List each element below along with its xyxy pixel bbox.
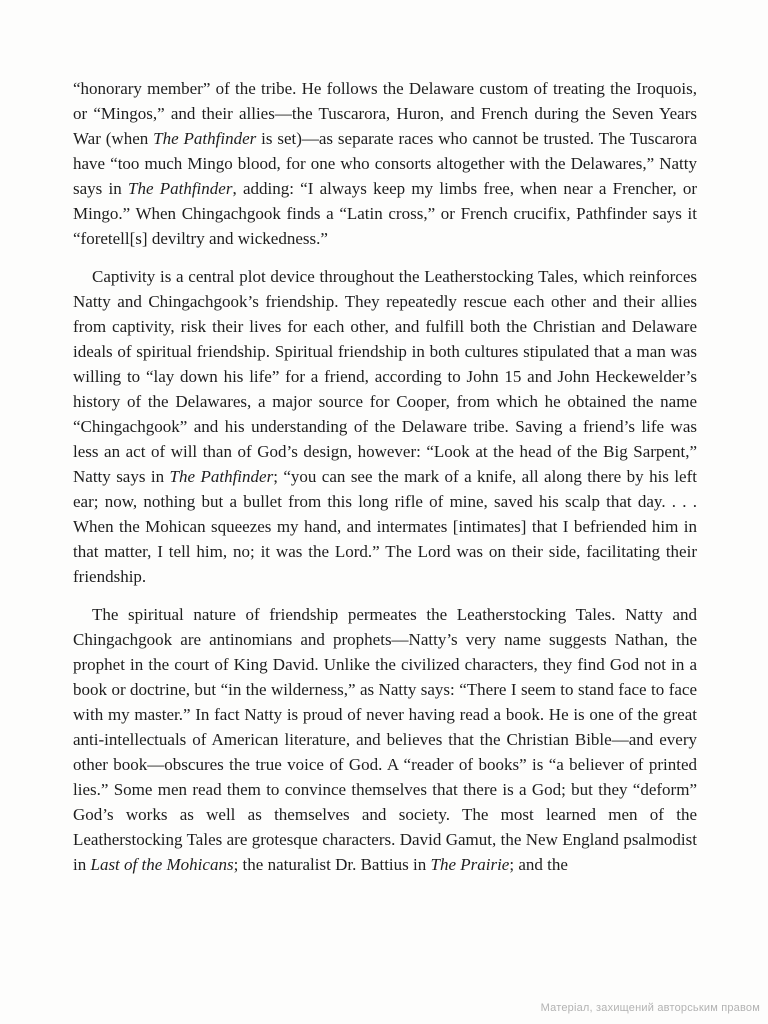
book-title-italic: The Pathfinder: [169, 467, 274, 486]
body-text: ; “you can see the mark of a knife, all along there by his left ear; now, nothing but a bullet from this long rifle of mine, saved his scalp that day. . . . When the Mohican squeezes my hand, and intermates [intimates] that I befriended him in that matter, I tell him, no; it was the Lord.” The Lord was on their side, facilitating their friendship.: [73, 467, 697, 586]
body-text: is set)—as separate races who cannot be trusted. The Tuscarora have “too much Mingo blood, for one who consorts altogether with the Delawares,” Natty says in: [73, 129, 697, 198]
page-text-block: [73, 76, 697, 890]
book-title-italic: The Pathfinder: [153, 129, 257, 148]
body-text: The spiritual nature of friendship permeates the Leatherstocking Tales. Natty and Chingachgook are antinomians and prophets—Natty’s very name suggests Nathan, the prophet in the court of King David. Unlike the civilized characters, they find God not in a book or doctrine, but “in the wilderness,” as Natty says: “There I seem to stand face to face with my master.” In fact Natty is proud of never having read a book. He is one of the great anti-intellectuals of American literature, and believes that the Christian Bible—and every other book—obscures the true voice of God. A “reader of books” is “a believer of printed lies.” Some men read them to convince themselves that there is a God; but they “deform” God’s works as well as themselves and society. The most learned men of the Leatherstocking Tales are grotesque characters. David Gamut, the New England psalmodist in: [73, 605, 697, 874]
paragraph: [73, 76, 697, 251]
body-text: ; and the: [509, 855, 568, 874]
body-text: Captivity is a central plot device throughout the Leatherstocking Tales, which reinforces Natty and Chingachgook’s friendship. They repeatedly rescue each other and their allies from captivity, risk their lives for each other, and fulfill both the Christian and Delaware ideals of spiritual friendship. Spiritual friendship in both cultures stipulated that a man was willing to “lay down his life” for a friend, according to John 15 and John Heckewelder’s history of the Delawares, a major source for Cooper, from which he obtained the name “Chingachgook” and his understanding of the Delaware tribe. Saving a friend’s life was less an act of will than of God’s design, however: “Look at the head of the Big Sarpent,” Natty says in: [73, 267, 697, 486]
book-title-italic: The Pathfinder: [127, 179, 233, 198]
book-title-italic: Last of the Mohicans: [90, 855, 234, 874]
paragraph: [73, 602, 697, 877]
body-text: , adding: “I always keep my limbs free, when near a Frencher, or Mingo.” When Chingachgook finds a “Latin cross,” or French crucifix, Pathfinder says it “foretell[s] deviltry and wickedness.”: [73, 179, 698, 248]
paragraph: [73, 264, 697, 589]
copyright-watermark: Матеріал, захищений авторським правом: [540, 1002, 760, 1014]
body-text: ; the naturalist Dr. Battius in: [233, 855, 431, 874]
book-title-italic: The Prairie: [430, 855, 510, 874]
body-text: “honorary member” of the tribe. He follows the Delaware custom of treating the Iroquois, or “Mingos,” and their allies—the Tuscarora, Huron, and French during the Seven Years War (when: [73, 79, 697, 148]
